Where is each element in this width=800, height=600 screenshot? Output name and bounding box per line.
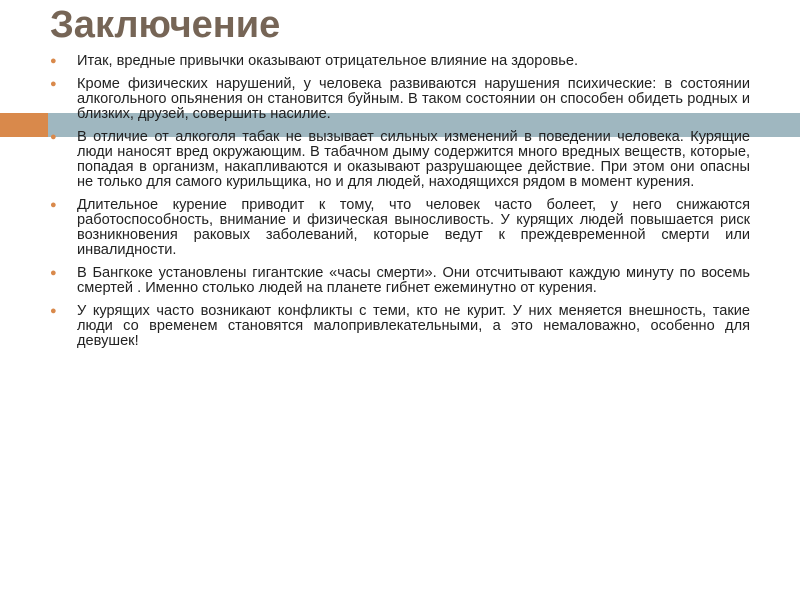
bullet-text: В отличие от алкоголя табак не вызывает сильных изменений в поведении человека. Курящие люди наносят вред окружающим. В табачном дыму содержится много вредных веществ, которые, попадая в организм, накапливаются и оказывают разрушающее действие. При этом они опасны не только для самого курильщика, но и для людей, находящихся рядом в момент курения. <box>77 129 750 190</box>
bullet-dot-icon: ● <box>50 305 57 317</box>
bullet-item <box>50 77 750 122</box>
bullet-dot-icon: ● <box>50 199 57 211</box>
bullet-list <box>50 54 750 357</box>
bullet-item <box>50 266 750 296</box>
bullet-item <box>50 130 750 190</box>
bullet-text: В Бангкоке установлены гигантские «часы смерти». Они отсчитывают каждую минуту по восемь смертей . Именно столько людей на планете гибнет ежеминутно от курения. <box>77 265 750 296</box>
slide-title: Заключение <box>50 4 281 46</box>
bullet-item <box>50 54 750 69</box>
bullet-dot-icon: ● <box>50 131 57 143</box>
accent-band-left <box>0 113 48 137</box>
bullet-dot-icon: ● <box>50 78 57 90</box>
bullet-dot-icon: ● <box>50 267 57 279</box>
bullet-text: Длительное курение приводит к тому, что человек часто болеет, у него снижаются работоспособность, внимание и физическая выносливость. У курящих людей повышается риск возникновения раковых заболеваний, которые ведут к преждевременной смерти или инвалидности. <box>77 197 750 258</box>
bullet-text: Итак, вредные привычки оказывают отрицательное влияние на здоровье. <box>77 53 579 69</box>
bullet-item <box>50 198 750 258</box>
bullet-text: Кроме физических нарушений, у человека развиваются нарушения психические: в состоянии алкогольного опьянения он становится буйным. В таком состоянии он способен обидеть родных и близких, друзей, совершить насилие. <box>77 76 750 122</box>
bullet-item <box>50 304 750 349</box>
bullet-dot-icon: ● <box>50 55 57 67</box>
bullet-text: У курящих часто возникают конфликты с теми, кто не курит. У них меняется внешность, такие люди со временем становятся малопривлекательными, а это немаловажно, особенно для девушек! <box>77 303 750 349</box>
